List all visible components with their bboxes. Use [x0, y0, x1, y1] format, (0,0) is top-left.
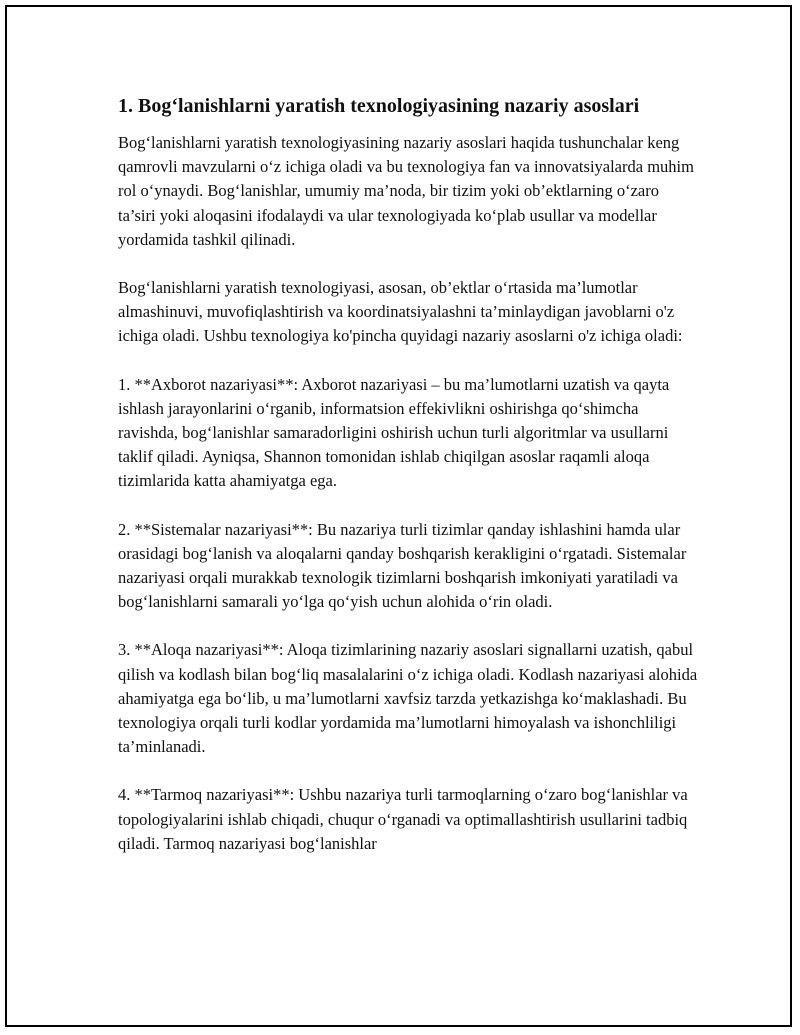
paragraph-intro: Bog‘lanishlarni yaratish texnologiyasining nazariy asoslari haqida tushunchalar keng qamrovli mavzularni o‘z ichiga oladi va bu texnologiya fan va innovatsiyalarda muhim rol o‘ynaydi. Bog‘lanishlar, umumiy ma’noda, bir tizim yoki ob’ektlarning o‘zaro ta’siri yoki aloqasini ifodalaydi va ular texnologiyada ko‘plab usullar va modellar yordamida tashkil qilinadi. [118, 133, 694, 249]
section-heading: 1. Bog‘lanishlarni yaratish texnologiyasining nazariy asoslari [118, 95, 640, 117]
paragraph-systems-theory: 2. **Sistemalar nazariyasi**: Bu nazariya turli tizimlar qanday ishlashini hamda ular orasidagi bog‘lanish va aloqalarni qanday boshqarish kerakligini o‘rgatadi. Sistemalar nazariyasi orqali murakkab texnologik tizimlarni boshqarish imkoniyati yaratiladi va bog‘lanishlarni samarali yo‘lga qo‘yish uchun alohida o‘rin oladi. [118, 519, 687, 612]
paragraph-network-theory: 4. **Tarmoq nazariyasi**: Ushbu nazariya turli tarmoqlarning o‘zaro bog‘lanishlar va topologiyalarini ishlab chiqadi, chuqur o‘rganadi va optimallashtirish usullarini tadbiq qiladi. Tarmoq nazariyasi bog‘lanishlar [118, 785, 688, 853]
paragraph-communication-theory: 3. **Aloqa nazariyasi**: Aloqa tizimlarining nazariy asoslari signallarni uzatish, qabul qilish va kodlash bilan bog‘liq masalalarini o‘z ichiga oladi. Kodlash nazariyasi alohida ahamiyatga ega bo‘lib, u ma’lumotlarni xavfsiz tarzda yetkazishga ko‘maklashadi. Bu texnologiya orqali turli kodlar yordamida ma’lumotlarni himoyalash va ishonchliligi ta’minlanadi. [118, 640, 698, 757]
paragraph-technology-overview: Bog‘lanishlarni yaratish texnologiyasi, asosan, ob’ektlar o‘rtasida ma’lumotlar almashinuvi, muvofiqlashtirish va koordinatsiyalashni ta’minlaydigan javoblarni o'z ichiga oladi. Ushbu texnologiya ko'pincha quyidagi nazariy asoslarni o'z ichiga oladi: [118, 278, 683, 346]
paragraph-information-theory: 1. **Axborot nazariyasi**: Axborot nazariyasi – bu ma’lumotlarni uzatish va qayta ishlash jarayonlarini o‘rganib, informatsion effekivlikni oshirishga qo‘shimcha ravishda, bog‘lanishlar samaradorligini oshirish uchun turli algoritmlar va usullarni taklif qiladi. Ayniqsa, Shannon tomonidan ishlab chiqilgan asoslar raqamli aloqa tizimlarida katta ahamiyatga ega. [118, 374, 670, 491]
document-body [118, 92, 698, 880]
